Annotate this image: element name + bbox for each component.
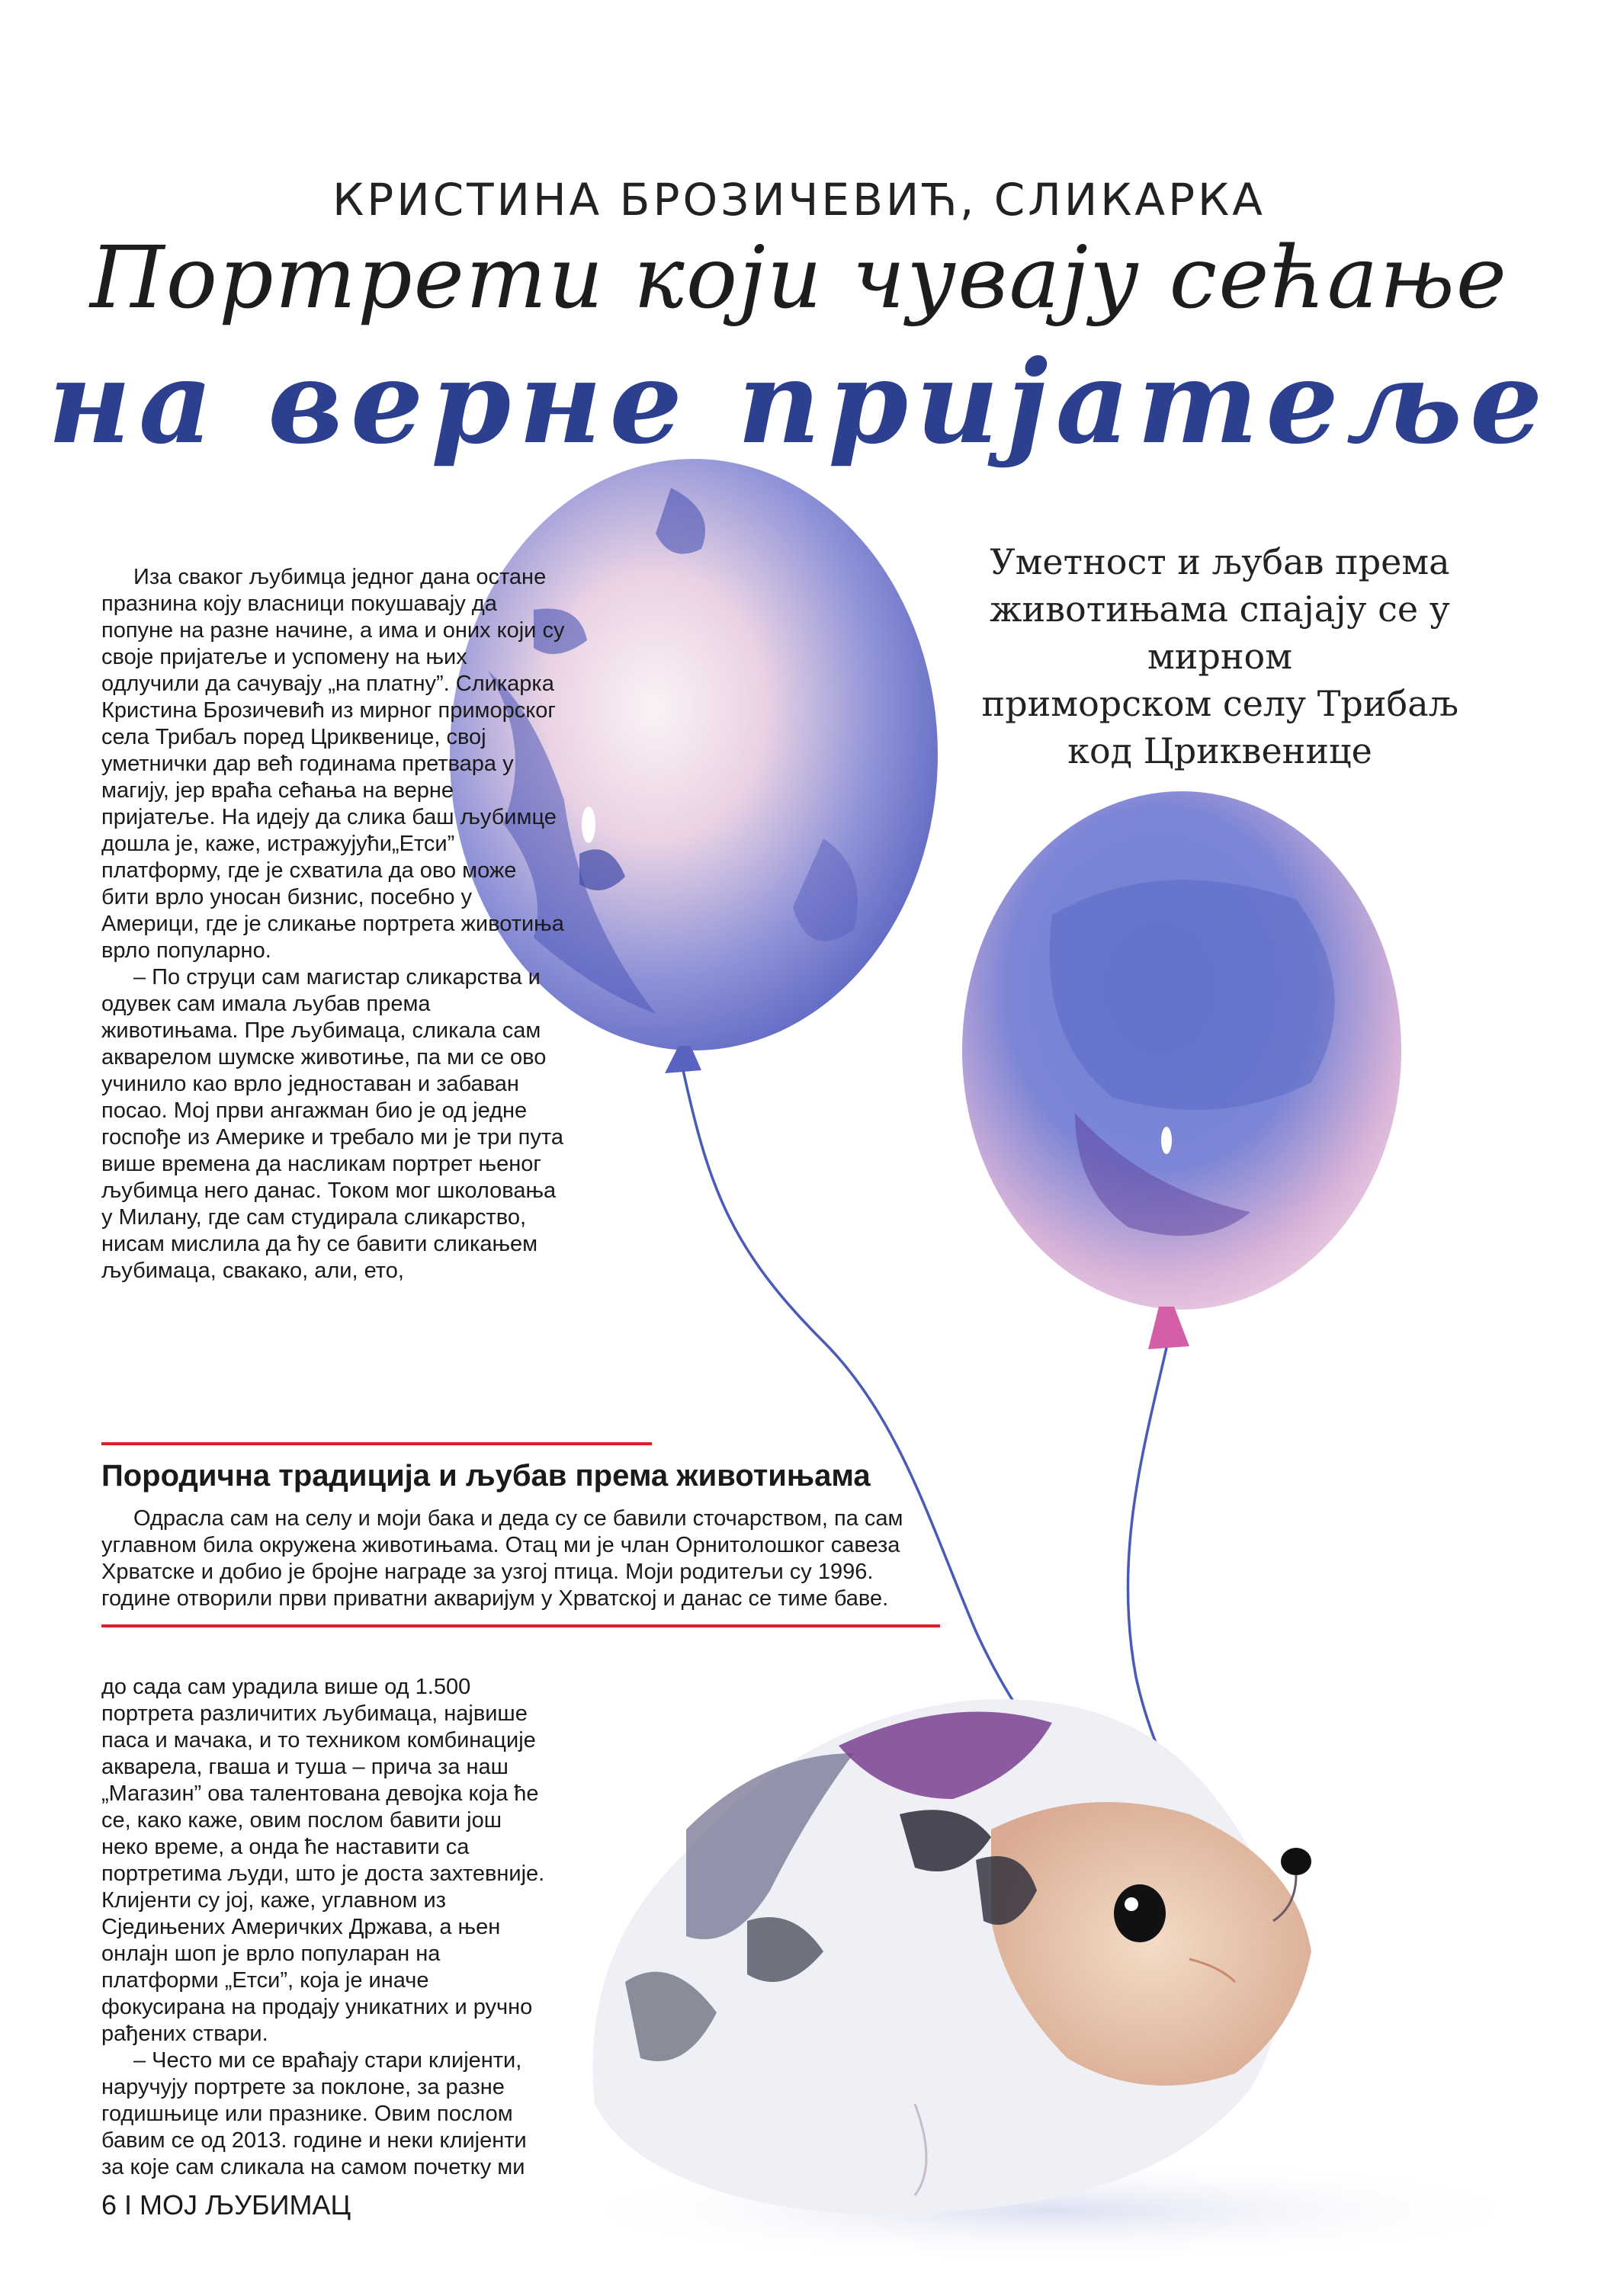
- hedgehog-icon: [564, 1699, 1540, 2264]
- body-paragraph: до сада сам урадила више од 1.500 портрета различитих љубимаца, највише паса и мачака, и то техником комбинације акварела, гваша и туша – прича за наш „Магазин” ова талентована девојка која ће се, како каже, овим послом бавити још неко време, а онда ће наставити са портретима људи, што је доста захтевније. Клијенти су јој, каже, углавном из Сједињених Америчких Држава, а њен онлајн шоп је врло популаран на платформи „Етси”, која је иначе фокусирана на продају уникатних и ручно рађених ствари.: [101, 1675, 545, 2046]
- body-column-1: [101, 564, 568, 1284]
- body-column-2: [101, 1674, 554, 2181]
- body-paragraph: – Често ми се враћају стари клијенти, наручују портрете за поклоне, за разне годишњице или празнике. Овим послом бавим се од 2013. године и неки клијенти за које сам сликала на самом почетку ми: [101, 2048, 527, 2179]
- box-text: Одрасла сам на селу и моји бака и деда су се бавили сточарством, па сам углавном била окружена животињама. Отац ми је члан Орнитолошког савеза Хрватске и добио је бројне награде за узгој птица. Моји родитељи су 1996. године отворили први приватни акваријум у Хрватској и данас се тиме баве.: [101, 1506, 903, 1611]
- article-title-line1: Портрети који чувају сећање: [89, 229, 1509, 328]
- body-paragraph: Иза сваког љубимца једног дана остане празнина коју власници покушавају да попуне на разне начине, а има и оних који су своје пријатеље и успомену на њих одлучили да сачувају „на платну”. Сликарка Кристина Брозичевић из мирног приморског села Трибаљ поред Цриквенице, свој уметнички дар већ годинама претвара у магију, јер враћа сећања на верне пријатеље. На идеју да слика баш љубимце дошла је, каже, истражујући„Етси” платформу, где је схватила да ово може бити врло уносан бизнис, посебно у Америци, где је сликање портрета животиња врло популарно.: [101, 565, 565, 963]
- body-paragraph: – По струци сам магистар сликарства и одувек сам имала љубав према животињама. Пре љубимаца, сликала сам акварелом шумске животиње, па ми се ово учинило као врло једноставан и забаван посао. Мој први ангажман био је од једне госпође из Америке и требало ми је три пута више времена да насликам портрет њеног љубимца него данас. Током мог школовања у Милану, где сам студирала сликарство, нисам мислила да ћу се бавити сликањем љубимаца, свакако, али, ето,: [101, 965, 563, 1283]
- article-kicker: КРИСТИНА БРОЗИЧЕВИЋ, СЛИКАРКА: [332, 174, 1266, 226]
- balloon-icon: [962, 791, 1401, 1349]
- subheading-line: приморском селу Трибаљ: [981, 683, 1458, 724]
- page-folio: 6 I МОЈ ЉУБИМАЦ: [101, 2189, 351, 2221]
- box-heading: Породична традиција и љубав према животињама: [101, 1459, 871, 1493]
- article-title-line2: на верне пријатеље: [47, 335, 1551, 470]
- subheading-line: животињама спајају се у мирном: [990, 588, 1450, 677]
- sidebar-box: [101, 1442, 940, 1627]
- article-subheading: [915, 538, 1525, 774]
- subheading-line: Уметност и љубав према: [990, 541, 1450, 582]
- subheading-line: код Цриквенице: [1067, 730, 1372, 771]
- box-top-rule: [101, 1442, 652, 1445]
- box-bottom-rule: [101, 1624, 940, 1627]
